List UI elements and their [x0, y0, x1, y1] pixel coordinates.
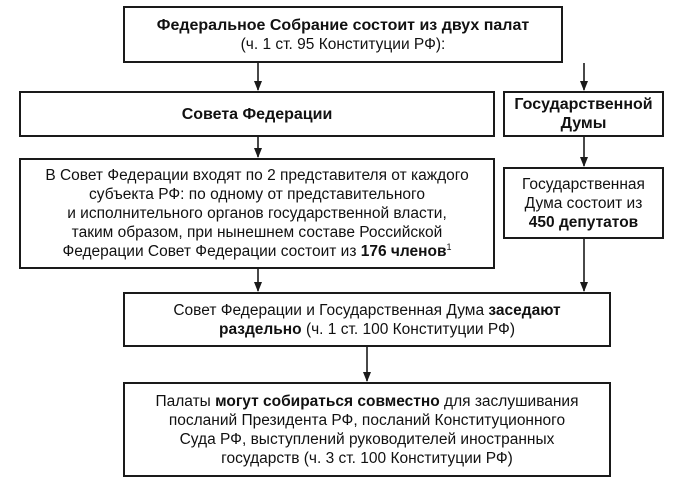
state-duma-title-line2: Думы	[560, 115, 607, 132]
state-duma-title-line1: Государственной	[514, 96, 653, 113]
federation-council-info-line5-text: Федерации Совет Федерации состоит из	[62, 243, 361, 260]
joint-sessions-line3: Суда РФ, выступлений руководителей иностранных	[179, 430, 555, 448]
joint-sessions-line2: посланий Президента РФ, посланий Конституционного	[168, 411, 566, 429]
federation-council-info-line4: таким образом, при нынешнем составе Российской	[71, 224, 443, 241]
federal-assembly-title: Федеральное Собрание состоит из двух палат	[156, 16, 530, 34]
members-count: 176 членов	[360, 243, 447, 260]
sessions-separately-line1-text: Совет Федерации и Государственная Дума	[173, 301, 489, 319]
federation-council-title: Совета Федерации	[181, 105, 333, 123]
sessions-separately-bold1: заседают	[488, 301, 561, 319]
joint-sessions-line1-prefix: Палаты	[155, 392, 216, 410]
sessions-separately-bold2: раздельно	[218, 320, 302, 338]
footnote-marker: 1	[446, 241, 452, 252]
sessions-separately-line2-text: (ч. 1 ст. 100 Конституции РФ)	[301, 320, 515, 338]
federal-assembly-ref: (ч. 1 ст. 95 Конституции РФ):	[240, 35, 446, 53]
state-duma-info-line2: Дума состоит из	[524, 194, 643, 212]
joint-sessions-line1-suffix: для заслушивания	[439, 392, 579, 410]
federation-council-info-line2: субъекта РФ: по одному от представительного	[89, 186, 425, 203]
deputies-count: 450 депутатов	[528, 213, 639, 231]
federation-council-info-line3: и исполнительного органов государственной власти,	[67, 205, 447, 222]
federation-council-info-line1: В Совет Федерации входят по 2 представителя от каждого	[45, 167, 469, 184]
state-duma-info-line1: Государственная	[522, 175, 645, 193]
joint-sessions-bold: могут собираться совместно	[215, 392, 440, 410]
joint-sessions-line4: государств (ч. 3 ст. 100 Конституции РФ)	[221, 449, 513, 467]
